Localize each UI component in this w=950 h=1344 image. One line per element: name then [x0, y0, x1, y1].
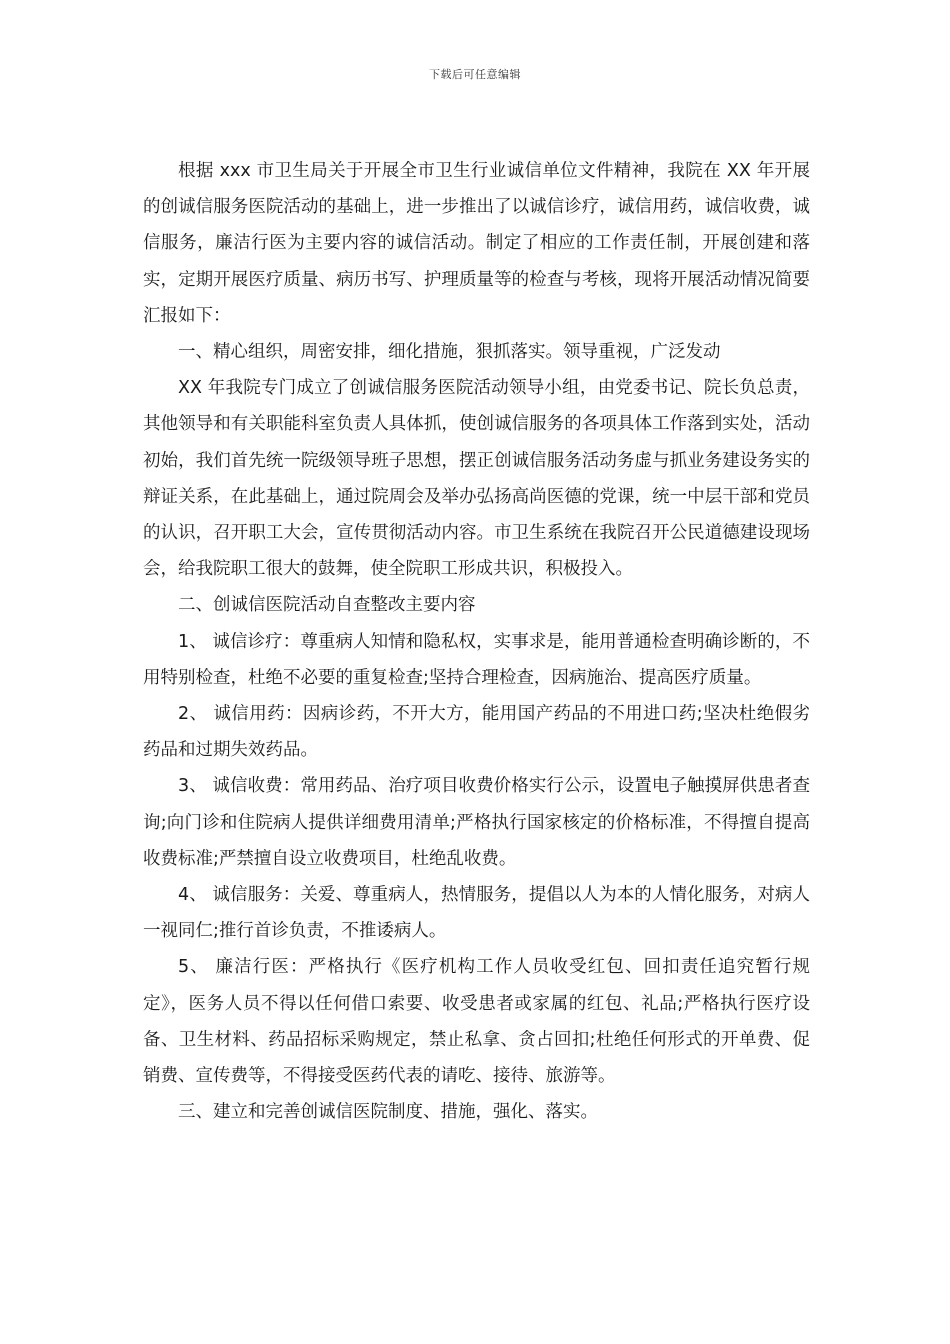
heading-section-2: 二、创诚信医院活动自查整改主要内容: [178, 595, 476, 616]
header-note: 下载后可任意编辑: [429, 68, 521, 81]
list-item-2: 2、 诚信用药：因病诊药，不开大方，能用国产药品的不用进口药;坚决杜绝假劣药品和过期失效药品。: [143, 704, 810, 761]
heading-section-3: 三、建立和完善创诚信医院制度、措施，强化、落实。: [178, 1102, 598, 1123]
heading-section-1: 一、精心组织，周密安排，细化措施，狠抓落实。领导重视，广泛发动: [178, 342, 721, 363]
list-item-4: 4、 诚信服务：关爱、尊重病人，热情服务，提倡以人为本的人情化服务，对病人一视同仁;推行首诊负责，不推诿病人。: [143, 885, 810, 942]
list-item-3: 3、 诚信收费：常用药品、治疗项目收费价格实行公示，设置电子触摸屏供患者查询;向门诊和住院病人提供详细费用清单;严格执行国家核定的价格标准，不得擅自提高收费标准;严禁擅自设立收费项目，杜绝乱收费。: [143, 776, 810, 869]
paragraph-intro: 根据 xxx 市卫生局关于开展全市卫生行业诚信单位文件精神，我院在 XX 年开展的创诚信服务医院活动的基础上，进一步推出了以诚信诊疗，诚信用药，诚信收费，诚信服务，廉洁行医为主要内容的诚信活动。制定了相应的工作责任制，开展创建和落实，定期开展医疗质量、病历书写、护理质量等的检查与考核，现将开展活动情况简要汇报如下：: [143, 161, 810, 326]
document-body: [143, 153, 810, 1130]
list-item-1: 1、 诚信诊疗：尊重病人知情和隐私权，实事求是，能用普通检查明确诊断的，不用特别检查，杜绝不必要的重复检查;坚持合理检查，因病施治、提高医疗质量。: [143, 631, 810, 688]
paragraph-section-1: XX 年我院专门成立了创诚信服务医院活动领导小组，由党委书记、院长负总责，其他领导和有关职能科室负责人具体抓，使创诚信服务的各项具体工作落到实处，活动初始，我们首先统一院级领导班子思想，摆正创诚信服务活动务虚与抓业务建设务实的辩证关系，在此基础上，通过院周会及举办弘扬高尚医德的党课，统一中层干部和党员的认识，召开职工大会，宣传贯彻活动内容。市卫生系统在我院召开公民道德建设现场会，给我院职工很大的鼓舞，使全院职工形成共识，积极投入。: [143, 378, 810, 580]
list-item-5: 5、 廉洁行医：严格执行《医疗机构工作人员收受红包、回扣责任追究暂行规定》，医务人员不得以任何借口索要、收受患者或家属的红包、礼品;严格执行医疗设备、卫生材料、药品招标采购规定，禁止私拿、贪占回扣;杜绝任何形式的开单费、促销费、宣传费等，不得接受医药代表的请吃、接待、旅游等。: [143, 957, 810, 1087]
